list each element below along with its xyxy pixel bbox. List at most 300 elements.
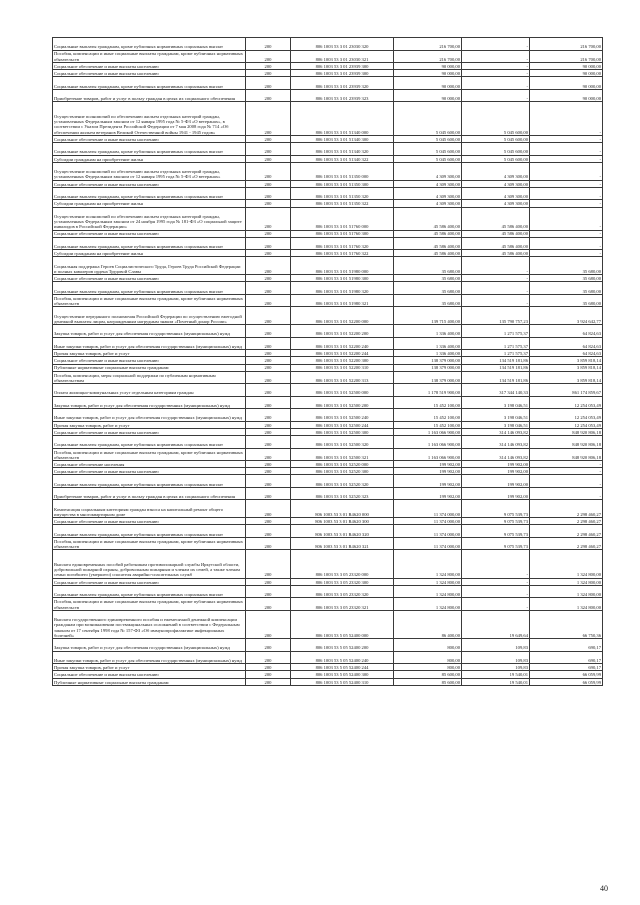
unexecuted-amount-cell: - xyxy=(530,487,603,500)
budget-code-cell: 806 1003 53 3 01 51980 300 xyxy=(291,275,394,282)
unexecuted-amount-cell: 35 680,00 xyxy=(530,294,603,307)
admin-code-cell: 200 xyxy=(246,155,291,162)
unexecuted-amount-cell: 12 254 053,49 xyxy=(530,409,603,422)
row-name-cell: Социальные выплаты гражданам, кроме публичных нормативных социальных выплат xyxy=(53,475,246,488)
unexecuted-amount-cell: 66 059,99 xyxy=(530,678,603,685)
admin-code-cell: 200 xyxy=(246,257,291,275)
approved-amount-cell: 15 452 100,00 xyxy=(394,396,462,409)
table-row xyxy=(53,364,603,371)
row-name-cell: Социальное обеспечение и иные выплаты населению xyxy=(53,180,246,187)
approved-amount-cell: 138 379 000,00 xyxy=(394,371,462,384)
budget-code-cell: 806 1003 53 3 01 51760 000 xyxy=(291,207,394,230)
row-name-cell: Закупка товаров, работ и услуг для обеспечения государственных (муниципальных) нужд xyxy=(53,325,246,338)
unexecuted-amount-cell: - xyxy=(530,475,603,488)
budget-code-cell: 806 1003 53 3 01 23939 323 xyxy=(291,89,394,102)
table-row xyxy=(53,461,603,468)
budget-execution-table-page xyxy=(52,37,602,686)
row-name-cell: Прочая закупка товаров, работ и услуг xyxy=(53,350,246,357)
table-row xyxy=(53,250,603,257)
table-row xyxy=(53,50,603,63)
row-name-cell: Социальная поддержка Героев Социалистического Труда, Героев Труда Российской Федерации и полных кавалеров ордена Трудовой Славы xyxy=(53,257,246,275)
table-row xyxy=(53,475,603,488)
executed-amount-cell: 19 540,01 xyxy=(462,678,530,685)
unexecuted-amount-cell: 90 000,00 xyxy=(530,89,603,102)
executed-amount-cell: - xyxy=(462,585,530,598)
admin-code-cell: 200 xyxy=(246,500,291,518)
row-name-cell: Компенсация социальным категориям граждан взноса на капитальный ремонт общего имущества в многоквартирном доме xyxy=(53,500,246,518)
executed-amount-cell: 4 309 300,00 xyxy=(462,200,530,207)
budget-code-cell: 806 1003 53 3 05 23320 321 xyxy=(291,598,394,611)
table-row xyxy=(53,518,603,525)
budget-code-cell: 806 1003 53 3 01 23030 321 xyxy=(291,50,394,63)
approved-amount-cell: 35 680,00 xyxy=(394,282,462,295)
approved-amount-cell: 1 336 400,00 xyxy=(394,325,462,338)
executed-amount-cell: 109,83 xyxy=(462,639,530,652)
budget-code-cell: 806 1003 53 3 01 52200 240 xyxy=(291,337,394,350)
budget-code-cell: 806 1003 53 5 05 52400 310 xyxy=(291,678,394,685)
unexecuted-amount-cell: 12 254 053,49 xyxy=(530,396,603,409)
admin-code-cell: 200 xyxy=(246,187,291,200)
row-name-cell: Социальные выплаты гражданам, кроме публичных нормативных социальных выплат xyxy=(53,237,246,250)
admin-code-cell: 200 xyxy=(246,294,291,307)
unexecuted-amount-cell: 35 680,00 xyxy=(530,257,603,275)
budget-code-cell: 806 1003 53 3 01 51760 320 xyxy=(291,237,394,250)
admin-code-cell: 200 xyxy=(246,89,291,102)
approved-amount-cell: 4 309 300,00 xyxy=(394,187,462,200)
budget-code-cell: 806 1003 53 3 01 52520 323 xyxy=(291,487,394,500)
executed-amount-cell: 3 198 046,51 xyxy=(462,421,530,428)
executed-amount-cell: 134 519 181,86 xyxy=(462,371,530,384)
row-name-cell: Социальные выплаты гражданам, кроме публичных нормативных социальных выплат xyxy=(53,282,246,295)
table-row xyxy=(53,671,603,678)
unexecuted-amount-cell: - xyxy=(530,143,603,156)
table-row xyxy=(53,664,603,671)
executed-amount-cell: 45 586 400,00 xyxy=(462,250,530,257)
approved-amount-cell: 90 000,00 xyxy=(394,63,462,70)
approved-amount-cell: 216 700,00 xyxy=(394,50,462,63)
approved-amount-cell: 1 163 066 900,00 xyxy=(394,436,462,449)
table-row xyxy=(53,678,603,685)
approved-amount-cell: 45 586 400,00 xyxy=(394,250,462,257)
row-name-cell: Социальное обеспечение и иные выплаты населению xyxy=(53,230,246,237)
unexecuted-amount-cell: - xyxy=(530,102,603,136)
budget-code-cell: 806 1003 53 3 01 52500 000 xyxy=(291,384,394,397)
budget-code-cell: 806 1003 53 3 01 R4620 300 xyxy=(291,518,394,525)
executed-amount-cell: 199 902,00 xyxy=(462,461,530,468)
unexecuted-amount-cell: - xyxy=(530,155,603,162)
table-row xyxy=(53,396,603,409)
admin-code-cell: 200 xyxy=(246,364,291,371)
admin-code-cell: 200 xyxy=(246,162,291,180)
table-row xyxy=(53,38,603,51)
row-name-cell: Выплата единовременных пособий работникам противопожарной службы Иркутской области, добровольной пожарной охраны, добровольным пожарным и членам их семей, а также членам семьи погибшего (умершего) спасателя аварийно-спасательных служб xyxy=(53,550,246,578)
row-name-cell: Социальное обеспечение и иные выплаты населению xyxy=(53,518,246,525)
table-body xyxy=(53,38,603,686)
row-name-cell: Осуществление полномочий по обеспечению жильем отдельных категорий граждан, установленных Федеральным законом от 24 ноября 1995 года № 181-ФЗ «О социальной защите инвалидов в Российской Федерации» xyxy=(53,207,246,230)
budget-code-cell: 806 1003 53 3 01 51340 000 xyxy=(291,102,394,136)
table-row xyxy=(53,550,603,578)
admin-code-cell: 200 xyxy=(246,70,291,77)
table-row xyxy=(53,187,603,200)
executed-amount-cell: 4 309 300,00 xyxy=(462,180,530,187)
executed-amount-cell: 5 045 600,00 xyxy=(462,102,530,136)
executed-amount-cell: 45 586 400,00 xyxy=(462,207,530,230)
budget-code-cell: 806 1003 53 3 01 52520 320 xyxy=(291,475,394,488)
admin-code-cell: 200 xyxy=(246,307,291,325)
admin-code-cell: 200 xyxy=(246,250,291,257)
admin-code-cell: 200 xyxy=(246,461,291,468)
budget-code-cell: 806 1003 53 3 01 51980 321 xyxy=(291,294,394,307)
table-row xyxy=(53,436,603,449)
unexecuted-amount-cell: 90 000,00 xyxy=(530,70,603,77)
budget-code-cell: 806 1003 53 3 01 52500 300 xyxy=(291,428,394,435)
executed-amount-cell: 5 045 600,00 xyxy=(462,143,530,156)
executed-amount-cell: 1 271 575,37 xyxy=(462,325,530,338)
admin-code-cell: 200 xyxy=(246,38,291,51)
approved-amount-cell: 90 000,00 xyxy=(394,89,462,102)
executed-amount-cell: 135 790 757,23 xyxy=(462,307,530,325)
executed-amount-cell: - xyxy=(462,70,530,77)
budget-code-cell: 806 1003 53 3 01 52500 240 xyxy=(291,409,394,422)
approved-amount-cell: 90 000,00 xyxy=(394,77,462,90)
executed-amount-cell: 9 075 539,73 xyxy=(462,518,530,525)
table-row xyxy=(53,384,603,397)
admin-code-cell: 200 xyxy=(246,436,291,449)
budget-code-cell: 806 1003 53 3 01 51350 320 xyxy=(291,187,394,200)
table-row xyxy=(53,421,603,428)
table-row xyxy=(53,325,603,338)
unexecuted-amount-cell: - xyxy=(530,207,603,230)
approved-amount-cell: 1 336 400,00 xyxy=(394,337,462,350)
budget-code-cell: 806 1003 53 3 01 52500 244 xyxy=(291,421,394,428)
unexecuted-amount-cell: 3 859 818,14 xyxy=(530,357,603,364)
table-row xyxy=(53,77,603,90)
admin-code-cell: 200 xyxy=(246,651,291,664)
table-row xyxy=(53,143,603,156)
table-row xyxy=(53,230,603,237)
unexecuted-amount-cell: 848 920 806,18 xyxy=(530,428,603,435)
budget-code-cell: 806 1003 53 5 05 52400 244 xyxy=(291,664,394,671)
approved-amount-cell: 15 452 100,00 xyxy=(394,421,462,428)
budget-code-cell: 806 1003 53 3 01 52500 200 xyxy=(291,396,394,409)
unexecuted-amount-cell: 66 750,36 xyxy=(530,610,603,638)
budget-code-cell: 806 1003 53 3 05 23320 300 xyxy=(291,578,394,585)
unexecuted-amount-cell: 861 174 859,67 xyxy=(530,384,603,397)
budget-code-cell: 806 1003 53 3 01 51340 320 xyxy=(291,143,394,156)
admin-code-cell: 200 xyxy=(246,357,291,364)
unexecuted-amount-cell: - xyxy=(530,461,603,468)
budget-code-cell: 806 1003 53 5 05 52400 240 xyxy=(291,651,394,664)
approved-amount-cell: 800,00 xyxy=(394,664,462,671)
approved-amount-cell: 800,00 xyxy=(394,651,462,664)
row-name-cell: Выплата государственного единовременного пособия и ежемесячной денежной компенсации гражданам при возникновении поствакцинальных осложнений в соответствии с Федеральным законом от 17 сентября 1998 года № 157-ФЗ «Об иммунопрофилактике инфекционных болезней» xyxy=(53,610,246,638)
table-row xyxy=(53,350,603,357)
executed-amount-cell: 1 271 575,37 xyxy=(462,350,530,357)
unexecuted-amount-cell: - xyxy=(530,230,603,237)
admin-code-cell: 200 xyxy=(246,639,291,652)
row-name-cell: Социальное обеспечение населения xyxy=(53,461,246,468)
budget-code-cell: 806 1003 53 3 01 51350 000 xyxy=(291,162,394,180)
executed-amount-cell: 4 309 300,00 xyxy=(462,162,530,180)
budget-code-cell: 806 1003 53 3 01 52520 000 xyxy=(291,461,394,468)
executed-amount-cell: - xyxy=(462,63,530,70)
executed-amount-cell: 3 198 046,51 xyxy=(462,396,530,409)
approved-amount-cell: 138 379 000,00 xyxy=(394,357,462,364)
budget-code-cell: 806 1003 53 3 01 23030 320 xyxy=(291,38,394,51)
admin-code-cell: 200 xyxy=(246,537,291,550)
executed-amount-cell: 314 146 093,82 xyxy=(462,448,530,461)
table-row xyxy=(53,89,603,102)
row-name-cell: Социальное обеспечение и иные выплаты населению xyxy=(53,70,246,77)
unexecuted-amount-cell: 2 298 460,27 xyxy=(530,518,603,525)
executed-amount-cell: 45 586 400,00 xyxy=(462,230,530,237)
admin-code-cell: 200 xyxy=(246,525,291,538)
row-name-cell: Осуществление полномочий по обеспечению жильем отдельных категорий граждан, установленных Федеральным законом от 12 января 1995 года № 5-ФЗ «О ветеранах», в соответствии с Указом Президента Российской Федерации от 7 мая 2008 года № 714 «Об обеспечении жильем ветеранов Великой Отечественной войны 1941 - 1945 годов» xyxy=(53,102,246,136)
approved-amount-cell: 11 374 000,00 xyxy=(394,518,462,525)
row-name-cell: Приобретение товаров, работ и услуг в пользу граждан в целях их социального обеспечения xyxy=(53,89,246,102)
budget-code-cell: 806 1003 53 3 01 R4620 000 xyxy=(291,500,394,518)
budget-code-cell: 806 1003 53 3 01 52200 313 xyxy=(291,371,394,384)
admin-code-cell: 200 xyxy=(246,180,291,187)
table-row xyxy=(53,448,603,461)
row-name-cell: Социальные выплаты гражданам, кроме публичных нормативных социальных выплат xyxy=(53,77,246,90)
approved-amount-cell: 15 452 100,00 xyxy=(394,409,462,422)
row-name-cell: Публичные нормативные социальные выплаты гражданам xyxy=(53,364,246,371)
table-row xyxy=(53,500,603,518)
budget-code-cell: 806 1003 53 3 01 51760 300 xyxy=(291,230,394,237)
admin-code-cell: 200 xyxy=(246,384,291,397)
approved-amount-cell: 1 178 519 900,00 xyxy=(394,384,462,397)
row-name-cell: Субсидии гражданам на приобретение жилья xyxy=(53,250,246,257)
approved-amount-cell: 4 309 300,00 xyxy=(394,180,462,187)
admin-code-cell: 200 xyxy=(246,230,291,237)
row-name-cell: Пособия, компенсации, меры социальной поддержки по публичным нормативным обязательствам xyxy=(53,371,246,384)
table-row xyxy=(53,578,603,585)
budget-code-cell: 806 1003 53 3 01 52200 244 xyxy=(291,350,394,357)
unexecuted-amount-cell: 2 298 460,27 xyxy=(530,500,603,518)
admin-code-cell: 200 xyxy=(246,207,291,230)
executed-amount-cell: 9 075 539,73 xyxy=(462,537,530,550)
table-row xyxy=(53,585,603,598)
admin-code-cell: 200 xyxy=(246,664,291,671)
table-row xyxy=(53,337,603,350)
approved-amount-cell: 138 379 000,00 xyxy=(394,364,462,371)
table-row xyxy=(53,371,603,384)
row-name-cell: Социальные выплаты гражданам, кроме публичных нормативных социальных выплат xyxy=(53,38,246,51)
executed-amount-cell: - xyxy=(462,257,530,275)
budget-code-cell: 806 1003 53 3 01 51340 300 xyxy=(291,135,394,142)
unexecuted-amount-cell: 690,17 xyxy=(530,664,603,671)
unexecuted-amount-cell: 64 824,63 xyxy=(530,325,603,338)
budget-code-cell: 806 1003 53 3 01 51350 322 xyxy=(291,200,394,207)
approved-amount-cell: 86 400,00 xyxy=(394,610,462,638)
table-row xyxy=(53,428,603,435)
unexecuted-amount-cell: 90 000,00 xyxy=(530,63,603,70)
unexecuted-amount-cell: - xyxy=(530,250,603,257)
unexecuted-amount-cell: 35 680,00 xyxy=(530,282,603,295)
row-name-cell: Публичные нормативные социальные выплаты гражданам xyxy=(53,678,246,685)
budget-code-cell: 806 1003 53 5 05 52400 200 xyxy=(291,639,394,652)
row-name-cell: Прочая закупка товаров, работ и услуг xyxy=(53,421,246,428)
table-row xyxy=(53,537,603,550)
budget-code-cell: 806 1003 53 3 01 52500 320 xyxy=(291,436,394,449)
executed-amount-cell: 1 271 575,37 xyxy=(462,337,530,350)
table-row xyxy=(53,180,603,187)
budget-code-cell: 806 1003 53 3 01 23939 300 xyxy=(291,70,394,77)
executed-amount-cell: 199 902,00 xyxy=(462,475,530,488)
table-row xyxy=(53,200,603,207)
unexecuted-amount-cell: 1 324 800,00 xyxy=(530,550,603,578)
row-name-cell: Социальные выплаты гражданам, кроме публичных нормативных социальных выплат xyxy=(53,525,246,538)
budget-code-cell: 806 1003 53 3 01 R4620 320 xyxy=(291,525,394,538)
executed-amount-cell: 9 075 539,73 xyxy=(462,500,530,518)
executed-amount-cell: 109,83 xyxy=(462,651,530,664)
admin-code-cell: 200 xyxy=(246,237,291,250)
unexecuted-amount-cell: 90 000,00 xyxy=(530,77,603,90)
row-name-cell: Социальные выплаты гражданам, кроме публичных нормативных социальных выплат xyxy=(53,436,246,449)
executed-amount-cell: - xyxy=(462,50,530,63)
admin-code-cell: 200 xyxy=(246,63,291,70)
table-row xyxy=(53,70,603,77)
page-number: 40 xyxy=(600,884,608,893)
executed-amount-cell: - xyxy=(462,282,530,295)
admin-code-cell: 200 xyxy=(246,200,291,207)
admin-code-cell: 200 xyxy=(246,409,291,422)
executed-amount-cell: - xyxy=(462,578,530,585)
approved-amount-cell: 5 045 600,00 xyxy=(394,143,462,156)
unexecuted-amount-cell: 216 700,00 xyxy=(530,50,603,63)
executed-amount-cell: - xyxy=(462,598,530,611)
approved-amount-cell: 1 324 800,00 xyxy=(394,598,462,611)
admin-code-cell: 200 xyxy=(246,275,291,282)
budget-code-cell: 806 1003 53 3 01 51340 322 xyxy=(291,155,394,162)
budget-code-cell: 806 1003 53 3 01 52200 000 xyxy=(291,307,394,325)
executed-amount-cell: 314 146 093,82 xyxy=(462,436,530,449)
admin-code-cell: 200 xyxy=(246,598,291,611)
row-name-cell: Иные закупки товаров, работ и услуг для обеспечения государственных (муниципальных) нужд xyxy=(53,651,246,664)
approved-amount-cell: 85 600,00 xyxy=(394,678,462,685)
row-name-cell: Закупка товаров, работ и услуг для обеспечения государственных (муниципальных) нужд xyxy=(53,639,246,652)
approved-amount-cell: 1 324 800,00 xyxy=(394,585,462,598)
budget-code-cell: 806 1003 53 3 01 23939 320 xyxy=(291,77,394,90)
row-name-cell: Оплата жилищно-коммунальных услуг отдельным категориям граждан xyxy=(53,384,246,397)
admin-code-cell: 200 xyxy=(246,468,291,475)
table-row xyxy=(53,155,603,162)
unexecuted-amount-cell: - xyxy=(530,187,603,200)
executed-amount-cell: 45 586 400,00 xyxy=(462,237,530,250)
table-row xyxy=(53,651,603,664)
admin-code-cell: 200 xyxy=(246,671,291,678)
unexecuted-amount-cell: 690,17 xyxy=(530,639,603,652)
admin-code-cell: 200 xyxy=(246,282,291,295)
admin-code-cell: 200 xyxy=(246,448,291,461)
executed-amount-cell: 4 309 300,00 xyxy=(462,187,530,200)
unexecuted-amount-cell: 12 254 053,49 xyxy=(530,421,603,428)
unexecuted-amount-cell: 690,17 xyxy=(530,651,603,664)
admin-code-cell: 200 xyxy=(246,77,291,90)
approved-amount-cell: 1 163 066 900,00 xyxy=(394,448,462,461)
row-name-cell: Социальное обеспечение и иные выплаты населению xyxy=(53,468,246,475)
executed-amount-cell: 9 075 539,73 xyxy=(462,525,530,538)
unexecuted-amount-cell: - xyxy=(530,162,603,180)
admin-code-cell: 200 xyxy=(246,585,291,598)
row-name-cell: Социальное обеспечение и иные выплаты населению xyxy=(53,578,246,585)
approved-amount-cell: 199 902,00 xyxy=(394,461,462,468)
unexecuted-amount-cell: - xyxy=(530,237,603,250)
table-row xyxy=(53,598,603,611)
row-name-cell: Социальное обеспечение и иные выплаты населению xyxy=(53,357,246,364)
approved-amount-cell: 4 309 300,00 xyxy=(394,200,462,207)
row-name-cell: Социальное обеспечение и иные выплаты населению xyxy=(53,135,246,142)
admin-code-cell: 200 xyxy=(246,325,291,338)
budget-code-cell: 806 1003 53 3 01 51980 320 xyxy=(291,282,394,295)
unexecuted-amount-cell: 1 324 800,00 xyxy=(530,578,603,585)
table-row xyxy=(53,282,603,295)
executed-amount-cell: 19 540,01 xyxy=(462,671,530,678)
budget-code-cell: 806 1003 53 3 01 23939 300 xyxy=(291,63,394,70)
row-name-cell: Осуществление полномочий по обеспечению жильем отдельных категорий граждан, установленных Федеральным законом от 12 января 1995 года № 5-ФЗ «О ветеранах» xyxy=(53,162,246,180)
executed-amount-cell: - xyxy=(462,550,530,578)
approved-amount-cell: 11 374 000,00 xyxy=(394,500,462,518)
row-name-cell: Социальные выплаты гражданам, кроме публичных нормативных социальных выплат xyxy=(53,585,246,598)
table-row xyxy=(53,610,603,638)
row-name-cell: Осуществление переданного полномочия Российской Федерации по осуществлению ежегодной денежной выплаты лицам, награжденным нагрудным знаком «Почетный донор России» xyxy=(53,307,246,325)
approved-amount-cell: 85 600,00 xyxy=(394,671,462,678)
table-row xyxy=(53,257,603,275)
approved-amount-cell: 800,00 xyxy=(394,639,462,652)
unexecuted-amount-cell: 3 924 642,77 xyxy=(530,307,603,325)
approved-amount-cell: 11 374 000,00 xyxy=(394,525,462,538)
budget-code-cell: 806 1003 53 5 05 52400 300 xyxy=(291,671,394,678)
row-name-cell: Социальные выплаты гражданам, кроме публичных нормативных социальных выплат xyxy=(53,143,246,156)
approved-amount-cell: 1 336 400,00 xyxy=(394,350,462,357)
approved-amount-cell: 45 586 400,00 xyxy=(394,207,462,230)
budget-code-cell: 806 1003 53 3 01 51760 322 xyxy=(291,250,394,257)
admin-code-cell: 200 xyxy=(246,518,291,525)
approved-amount-cell: 45 586 400,00 xyxy=(394,237,462,250)
unexecuted-amount-cell: 2 298 460,27 xyxy=(530,525,603,538)
table-row xyxy=(53,207,603,230)
approved-amount-cell: 199 902,00 xyxy=(394,475,462,488)
row-name-cell: Социальное обеспечение и иные выплаты населению xyxy=(53,63,246,70)
table-row xyxy=(53,487,603,500)
approved-amount-cell: 1 324 800,00 xyxy=(394,578,462,585)
admin-code-cell: 200 xyxy=(246,475,291,488)
approved-amount-cell: 5 045 600,00 xyxy=(394,102,462,136)
table-row xyxy=(53,135,603,142)
budget-code-cell: 806 1003 53 3 01 52200 310 xyxy=(291,364,394,371)
admin-code-cell: 200 xyxy=(246,50,291,63)
unexecuted-amount-cell: - xyxy=(530,135,603,142)
executed-amount-cell: 134 519 181,86 xyxy=(462,357,530,364)
budget-code-cell: 806 1003 53 3 01 51980 000 xyxy=(291,257,394,275)
table-row xyxy=(53,525,603,538)
admin-code-cell: 200 xyxy=(246,371,291,384)
admin-code-cell: 200 xyxy=(246,550,291,578)
approved-amount-cell: 35 680,00 xyxy=(394,257,462,275)
approved-amount-cell: 11 374 000,00 xyxy=(394,537,462,550)
table-row xyxy=(53,409,603,422)
row-name-cell: Закупка товаров, работ и услуг для обеспечения государственных (муниципальных) нужд xyxy=(53,396,246,409)
admin-code-cell: 200 xyxy=(246,487,291,500)
row-name-cell: Пособия, компенсации и иные социальные выплаты гражданам, кроме публичных нормативных обязательств xyxy=(53,537,246,550)
approved-amount-cell: 1 163 066 900,00 xyxy=(394,428,462,435)
admin-code-cell: 200 xyxy=(246,396,291,409)
table-row xyxy=(53,639,603,652)
row-name-cell: Пособия, компенсации и иные социальные выплаты гражданам, кроме публичных нормативных обязательств xyxy=(53,50,246,63)
approved-amount-cell: 35 680,00 xyxy=(394,275,462,282)
admin-code-cell: 200 xyxy=(246,610,291,638)
